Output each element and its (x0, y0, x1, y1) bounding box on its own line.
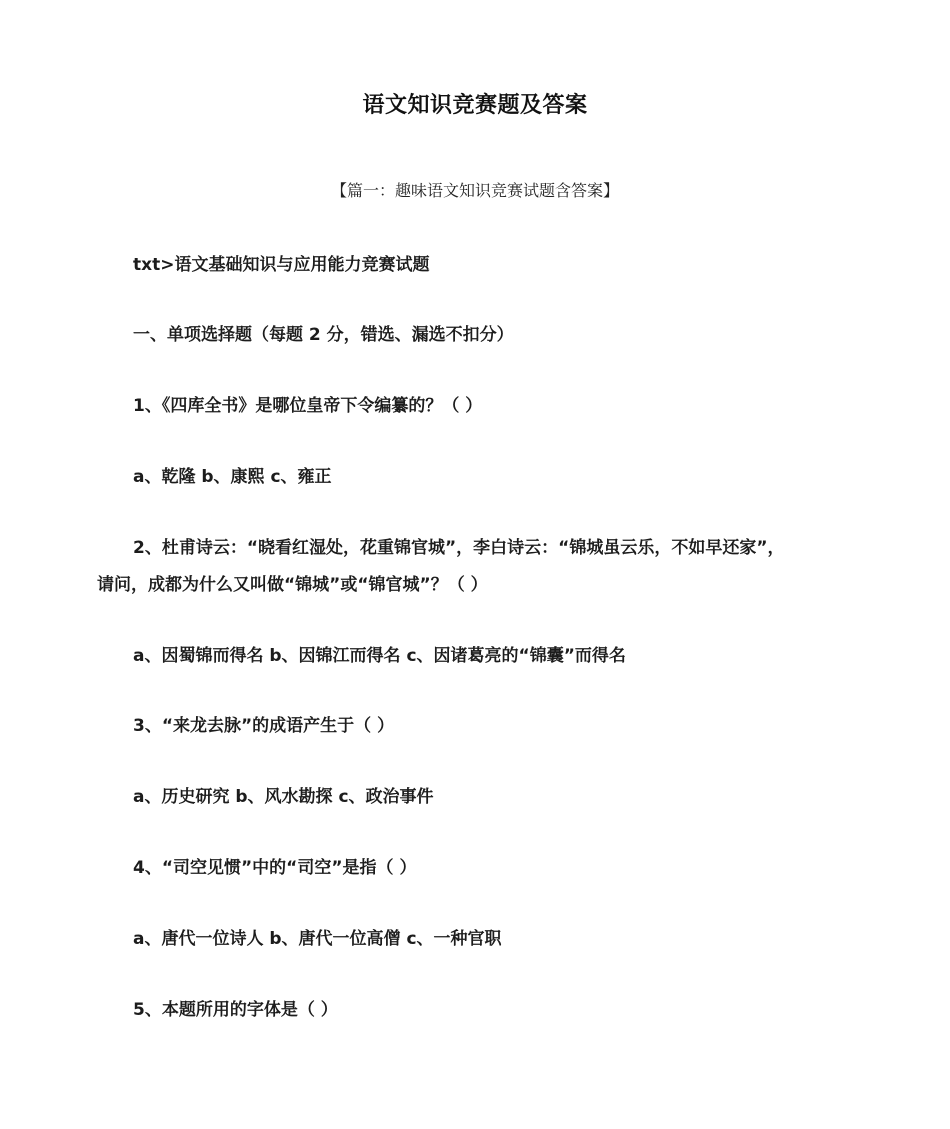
document-subtitle: 【篇一：趣味语文知识竞赛试题含答案】 (330, 181, 619, 200)
question-1: 1、《四库全书》是哪位皇帝下令编纂的？（ ） (133, 396, 483, 416)
section-heading-txt: txt>语文基础知识与应用能力竞赛试题 (133, 255, 430, 275)
question-2-options: a、因蜀锦而得名 b、因锦江而得名 c、因诸葛亮的“锦囊”而得名 (133, 646, 626, 666)
question-3-options: a、历史研究 b、风水勘探 c、政治事件 (133, 787, 434, 807)
question-4-options: a、唐代一位诗人 b、唐代一位高僧 c、一种官职 (133, 929, 502, 949)
question-4: 4、“司空见惯”中的“司空”是指（ ） (133, 858, 417, 878)
question-1-options: a、乾隆 b、康熙 c、雍正 (133, 467, 332, 487)
question-2-line-1: 2、杜甫诗云：“晓看红湿处，花重锦官城”，李白诗云：“锦城虽云乐，不如早还家”， (133, 538, 785, 558)
question-5: 5、本题所用的字体是（ ） (133, 1000, 338, 1020)
question-3: 3、“来龙去脉”的成语产生于（ ） (133, 716, 395, 736)
question-2-line-2: 请问，成都为什么又叫做“锦城”或“锦官城”？（ ） (97, 575, 488, 595)
document-title: 语文知识竞赛题及答案 (362, 93, 588, 118)
section-heading-choice: 一、单项选择题（每题 2 分，错选、漏选不扣分） (133, 325, 514, 345)
